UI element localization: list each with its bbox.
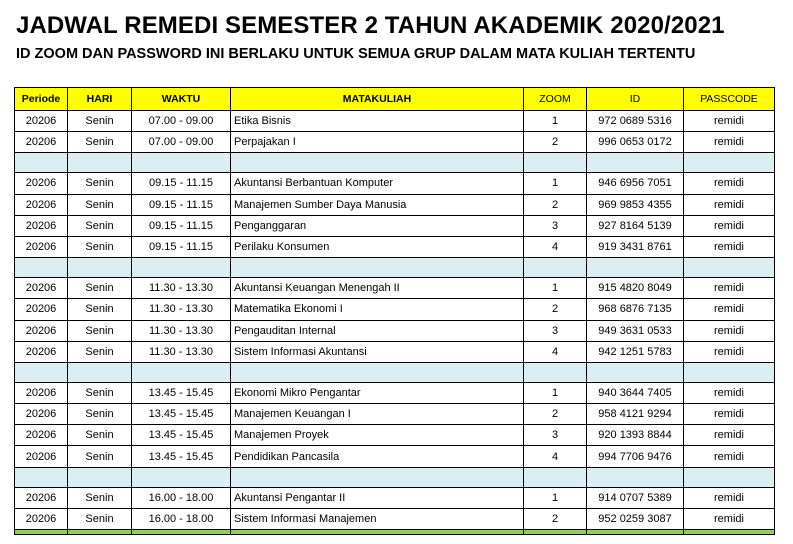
cell-waktu: 11.30 - 13.30 xyxy=(132,278,231,299)
cell-matakuliah: Perpajakan I xyxy=(231,132,524,153)
table-row xyxy=(15,341,775,362)
separator-cell xyxy=(132,362,231,382)
cell-matakuliah: Akuntansi Pengantar II xyxy=(231,487,524,508)
table-row xyxy=(15,382,775,403)
separator-cell xyxy=(15,467,68,487)
table-row xyxy=(15,194,775,215)
cell-hari: Senin xyxy=(68,215,132,236)
cell-waktu: 13.45 - 15.45 xyxy=(132,425,231,446)
cell-zoom: 3 xyxy=(524,320,587,341)
cell-waktu: 16.00 - 18.00 xyxy=(132,508,231,529)
cell-matakuliah: Akuntansi Berbantuan Komputer xyxy=(231,173,524,194)
cell-zoom: 2 xyxy=(524,132,587,153)
table-row xyxy=(15,446,775,467)
cell-passcode: remidi xyxy=(684,404,775,425)
cell-passcode: remidi xyxy=(684,382,775,403)
cell-periode: 20206 xyxy=(15,446,68,467)
separator-cell xyxy=(587,258,684,278)
cell-waktu: 09.15 - 11.15 xyxy=(132,194,231,215)
separator-row xyxy=(15,258,775,278)
separator-cell xyxy=(231,153,524,173)
cell-waktu: 09.15 - 11.15 xyxy=(132,173,231,194)
cell-passcode: remidi xyxy=(684,111,775,132)
cell-id: 952 0259 3087 xyxy=(587,508,684,529)
cell-periode: 20206 xyxy=(15,341,68,362)
cell-waktu: 13.45 - 15.45 xyxy=(132,446,231,467)
cell-hari: Senin xyxy=(68,320,132,341)
header-row xyxy=(15,88,775,111)
cell-id: 972 0689 5316 xyxy=(587,111,684,132)
cell-matakuliah: Ekonomi Mikro Pengantar xyxy=(231,382,524,403)
cell-waktu: 13.45 - 15.45 xyxy=(132,382,231,403)
separator-cell xyxy=(68,258,132,278)
cell-hari: Senin xyxy=(68,341,132,362)
separator-cell xyxy=(587,467,684,487)
cell-matakuliah: Manajemen Sumber Daya Manusia xyxy=(231,194,524,215)
cell-periode: 20206 xyxy=(15,111,68,132)
separator-cell xyxy=(132,258,231,278)
cell-hari: Senin xyxy=(68,111,132,132)
table-row xyxy=(15,132,775,153)
cell-id: 919 3431 8761 xyxy=(587,236,684,257)
cell-hari: Senin xyxy=(68,382,132,403)
separator-cell xyxy=(68,153,132,173)
schedule-table xyxy=(14,87,775,535)
cell-periode: 20206 xyxy=(15,299,68,320)
separator-cell xyxy=(684,153,775,173)
header-waktu: WAKTU xyxy=(132,88,231,111)
footer-cell xyxy=(684,530,775,535)
table-row xyxy=(15,299,775,320)
separator-cell xyxy=(15,362,68,382)
table-row xyxy=(15,320,775,341)
cell-periode: 20206 xyxy=(15,236,68,257)
cell-passcode: remidi xyxy=(684,194,775,215)
header-hari: HARI xyxy=(68,88,132,111)
separator-row xyxy=(15,153,775,173)
page-title: JADWAL REMEDI SEMESTER 2 TAHUN AKADEMIK 2020/2021 xyxy=(16,12,725,39)
separator-cell xyxy=(231,258,524,278)
cell-id: 927 8164 5139 xyxy=(587,215,684,236)
separator-cell xyxy=(524,153,587,173)
separator-cell xyxy=(15,153,68,173)
header-id: ID xyxy=(587,88,684,111)
cell-zoom: 2 xyxy=(524,508,587,529)
cell-periode: 20206 xyxy=(15,132,68,153)
header-periode: Periode xyxy=(15,88,68,111)
cell-zoom: 3 xyxy=(524,215,587,236)
cell-hari: Senin xyxy=(68,299,132,320)
cell-passcode: remidi xyxy=(684,425,775,446)
cell-zoom: 4 xyxy=(524,236,587,257)
cell-periode: 20206 xyxy=(15,278,68,299)
footer-cell xyxy=(68,530,132,535)
footer-cell xyxy=(231,530,524,535)
footer-cell xyxy=(587,530,684,535)
cell-periode: 20206 xyxy=(15,173,68,194)
table-row xyxy=(15,425,775,446)
cell-passcode: remidi xyxy=(684,341,775,362)
cell-waktu: 11.30 - 13.30 xyxy=(132,320,231,341)
table-row xyxy=(15,215,775,236)
cell-hari: Senin xyxy=(68,487,132,508)
cell-zoom: 1 xyxy=(524,382,587,403)
cell-id: 994 7706 9476 xyxy=(587,446,684,467)
cell-periode: 20206 xyxy=(15,404,68,425)
cell-periode: 20206 xyxy=(15,320,68,341)
cell-waktu: 09.15 - 11.15 xyxy=(132,236,231,257)
table-row xyxy=(15,111,775,132)
separator-cell xyxy=(15,258,68,278)
cell-id: 946 6956 7051 xyxy=(587,173,684,194)
cell-passcode: remidi xyxy=(684,215,775,236)
cell-zoom: 4 xyxy=(524,341,587,362)
separator-cell xyxy=(524,467,587,487)
separator-cell xyxy=(684,467,775,487)
footer-cell xyxy=(524,530,587,535)
page-subtitle: ID ZOOM DAN PASSWORD INI BERLAKU UNTUK SEMUA GRUP DALAM MATA KULIAH TERTENTU xyxy=(16,46,696,62)
cell-waktu: 11.30 - 13.30 xyxy=(132,341,231,362)
cell-waktu: 11.30 - 13.30 xyxy=(132,299,231,320)
cell-id: 940 3644 7405 xyxy=(587,382,684,403)
cell-hari: Senin xyxy=(68,173,132,194)
cell-periode: 20206 xyxy=(15,194,68,215)
table-body xyxy=(15,111,775,535)
cell-id: 968 6876 7135 xyxy=(587,299,684,320)
separator-cell xyxy=(68,362,132,382)
cell-passcode: remidi xyxy=(684,320,775,341)
cell-matakuliah: Penganggaran xyxy=(231,215,524,236)
cell-id: 942 1251 5783 xyxy=(587,341,684,362)
separator-cell xyxy=(684,258,775,278)
cell-matakuliah: Manajemen Keuangan I xyxy=(231,404,524,425)
cell-hari: Senin xyxy=(68,278,132,299)
cell-periode: 20206 xyxy=(15,508,68,529)
cell-matakuliah: Manajemen Proyek xyxy=(231,425,524,446)
cell-id: 996 0653 0172 xyxy=(587,132,684,153)
cell-zoom: 1 xyxy=(524,173,587,194)
cell-hari: Senin xyxy=(68,194,132,215)
cell-hari: Senin xyxy=(68,425,132,446)
table-row xyxy=(15,278,775,299)
cell-zoom: 3 xyxy=(524,425,587,446)
header-matakuliah: MATAKULIAH xyxy=(231,88,524,111)
table-row xyxy=(15,236,775,257)
cell-zoom: 2 xyxy=(524,299,587,320)
cell-hari: Senin xyxy=(68,236,132,257)
cell-periode: 20206 xyxy=(15,215,68,236)
cell-hari: Senin xyxy=(68,404,132,425)
cell-waktu: 09.15 - 11.15 xyxy=(132,215,231,236)
cell-matakuliah: Akuntansi Keuangan Menengah II xyxy=(231,278,524,299)
separator-cell xyxy=(524,258,587,278)
header-passcode: PASSCODE xyxy=(684,88,775,111)
cell-id: 958 4121 9294 xyxy=(587,404,684,425)
separator-cell xyxy=(587,362,684,382)
cell-id: 949 3631 0533 xyxy=(587,320,684,341)
cell-hari: Senin xyxy=(68,508,132,529)
separator-cell xyxy=(231,362,524,382)
cell-id: 915 4820 8049 xyxy=(587,278,684,299)
separator-row xyxy=(15,467,775,487)
cell-matakuliah: Sistem Informasi Akuntansi xyxy=(231,341,524,362)
cell-id: 920 1393 8844 xyxy=(587,425,684,446)
separator-cell xyxy=(524,362,587,382)
cell-periode: 20206 xyxy=(15,487,68,508)
separator-row xyxy=(15,362,775,382)
cell-matakuliah: Etika Bisnis xyxy=(231,111,524,132)
table-row xyxy=(15,508,775,529)
separator-cell xyxy=(231,467,524,487)
cell-zoom: 1 xyxy=(524,487,587,508)
cell-waktu: 16.00 - 18.00 xyxy=(132,487,231,508)
table-row xyxy=(15,404,775,425)
cell-matakuliah: Perilaku Konsumen xyxy=(231,236,524,257)
cell-passcode: remidi xyxy=(684,236,775,257)
cell-passcode: remidi xyxy=(684,508,775,529)
cell-periode: 20206 xyxy=(15,382,68,403)
table-row xyxy=(15,487,775,508)
cell-zoom: 1 xyxy=(524,278,587,299)
footer-cell xyxy=(15,530,68,535)
cell-passcode: remidi xyxy=(684,278,775,299)
table-row xyxy=(15,173,775,194)
header-zoom: ZOOM xyxy=(524,88,587,111)
cell-zoom: 4 xyxy=(524,446,587,467)
cell-id: 914 0707 5389 xyxy=(587,487,684,508)
cell-matakuliah: Pengauditan Internal xyxy=(231,320,524,341)
cell-matakuliah: Pendidikan Pancasila xyxy=(231,446,524,467)
cell-matakuliah: Sistem Informasi Manajemen xyxy=(231,508,524,529)
footer-cell xyxy=(132,530,231,535)
cell-passcode: remidi xyxy=(684,487,775,508)
cell-zoom: 1 xyxy=(524,111,587,132)
cell-hari: Senin xyxy=(68,132,132,153)
separator-cell xyxy=(684,362,775,382)
cell-matakuliah: Matematika Ekonomi I xyxy=(231,299,524,320)
separator-cell xyxy=(132,467,231,487)
cell-passcode: remidi xyxy=(684,299,775,320)
cell-hari: Senin xyxy=(68,446,132,467)
cell-periode: 20206 xyxy=(15,425,68,446)
separator-cell xyxy=(132,153,231,173)
cell-id: 969 9853 4355 xyxy=(587,194,684,215)
cell-passcode: remidi xyxy=(684,132,775,153)
cell-waktu: 13.45 - 15.45 xyxy=(132,404,231,425)
cell-waktu: 07.00 - 09.00 xyxy=(132,132,231,153)
footer-row xyxy=(15,530,775,535)
cell-passcode: remidi xyxy=(684,173,775,194)
separator-cell xyxy=(587,153,684,173)
cell-waktu: 07.00 - 09.00 xyxy=(132,111,231,132)
cell-zoom: 2 xyxy=(524,194,587,215)
cell-zoom: 2 xyxy=(524,404,587,425)
separator-cell xyxy=(68,467,132,487)
cell-passcode: remidi xyxy=(684,446,775,467)
